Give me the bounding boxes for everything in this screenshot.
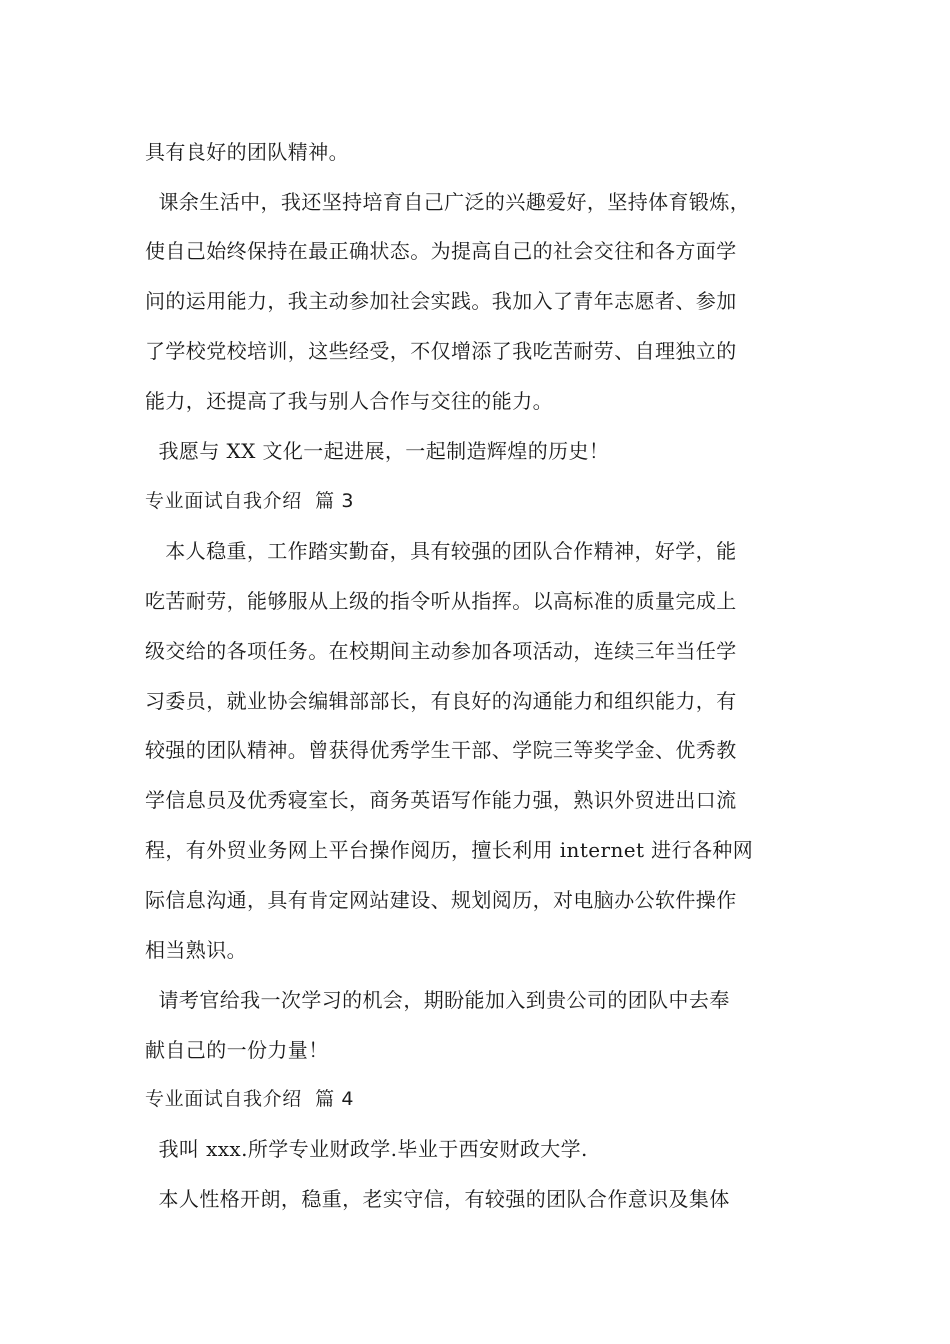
paragraph-line: 际信息沟通，具有肯定网站建设、规划阅历，对电脑办公软件操作 [145, 888, 737, 912]
paragraph-line: 献自己的一份力量！ [145, 1038, 329, 1062]
paragraph-line: 能力，还提高了我与别人合作与交往的能力。 [145, 389, 553, 413]
section-heading: 专业面试自我介绍 篇 3 [145, 490, 355, 512]
paragraph-line: 习委员，就业协会编辑部部长，有良好的沟通能力和组织能力，有 [145, 689, 737, 713]
paragraph-line: 使自己始终保持在最正确状态。为提高自己的社会交往和各方面学 [145, 239, 737, 263]
paragraph-line: 课余生活中，我还坚持培育自己广泛的兴趣爱好，坚持体育锻炼， [145, 190, 751, 214]
section-heading: 专业面试自我介绍 篇 4 [145, 1088, 355, 1110]
paragraph-line: 本人稳重，工作踏实勤奋，具有较强的团队合作精神，好学，能 [145, 539, 737, 563]
paragraph-line: 学信息员及优秀寝室长，商务英语写作能力强，熟识外贸进出口流 [145, 788, 737, 812]
paragraph-line: 我叫 xxx.所学专业财政学.毕业于西安财政大学. [145, 1137, 588, 1161]
paragraph-line: 级交给的各项任务。在校期间主动参加各项活动，连续三年当任学 [145, 639, 737, 663]
paragraph-line: 吃苦耐劳，能够服从上级的指令听从指挥。以高标准的质量完成上 [145, 589, 737, 613]
paragraph-line: 具有良好的团队精神。 [145, 140, 349, 164]
paragraph-line: 了学校党校培训，这些经受，不仅增添了我吃苦耐劳、自理独立的 [145, 339, 737, 363]
paragraph-line: 本人性格开朗，稳重，老实守信，有较强的团队合作意识及集体 [145, 1187, 730, 1211]
paragraph-line: 相当熟识。 [145, 938, 247, 962]
paragraph-line: 较强的团队精神。曾获得优秀学生干部、学院三等奖学金、优秀教 [145, 738, 737, 762]
paragraph-line: 程，有外贸业务网上平台操作阅历，擅长利用 internet 进行各种网 [145, 838, 754, 862]
paragraph-line: 问的运用能力，我主动参加社会实践。我加入了青年志愿者、参加 [145, 289, 737, 313]
paragraph-line: 我愿与 XX 文化一起进展，一起制造辉煌的历史！ [145, 439, 610, 463]
paragraph-line: 请考官给我一次学习的机会，期盼能加入到贵公司的团队中去奉 [145, 988, 730, 1012]
